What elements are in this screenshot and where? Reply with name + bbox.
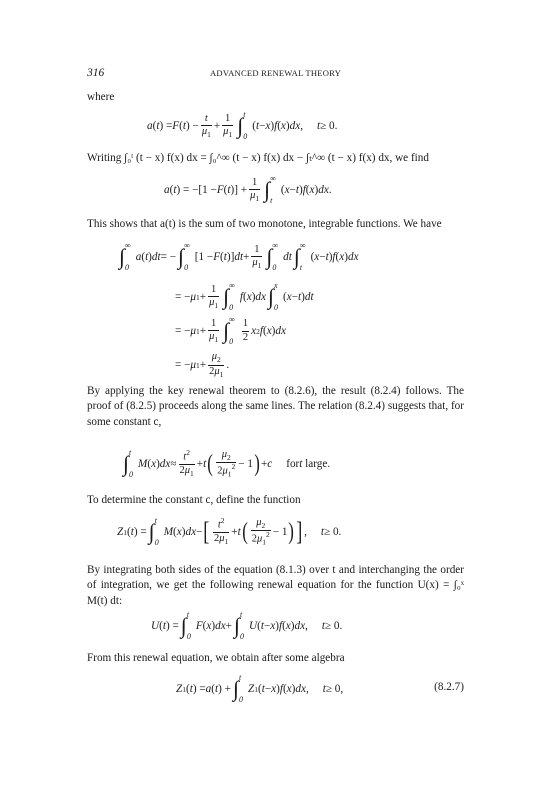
equation-renewal-Z1: Z 1 ( t ) = a ( t ) + ∫ t 0 Z 1 ( t − x ) f ( x ) dx , t ≥ 0, [176, 673, 344, 704]
text-applying [87, 384, 464, 430]
equation-renewal-U: U ( t ) = ∫ t 0 F ( x ) dx + ∫ t 0 U ( t − x ) f ( x ) dx , t ≥ 0. [151, 610, 343, 641]
text-integrating [87, 563, 464, 609]
text-determine: To determine the constant c, define the function [87, 494, 301, 506]
equation-asymptotic-integral-M: ∫ t 0 M ( x ) dx ≈ $\frac{t^2}{2\mu_1}$ + t ( $\frac{\mu_2}{2\mu_1^2}$ − 1 ) + c for t large. [123, 448, 331, 479]
paragraph-integrating: By integrating both sides of the equation (8.1.3) over t and interchanging the order of integration, we get the following renewal equation for the function U(x) = ∫₀ˣ M(t) dt: [87, 564, 464, 607]
equation-integral-a-line3: = − μ 1 + $\frac{1}{\mu_1}$ ∫ ∞ 0 $\frac{1}{2}$ x 2 f ( x ) dx [175, 315, 286, 346]
paragraph-applying: By applying the key renewal theorem to (8.2.6), the result (8.2.4) follows. The proof of (8.2.5) proceeds along the same lines. The relation (8.2.4) suggests that, for some constant c, [87, 385, 464, 428]
equation-integral-a-line1: ∫ ∞ 0 a ( t ) dt = − ∫ ∞ 0 [1 − F ( t )] dt + $\frac{1}{\mu_1}$ ∫ ∞ 0 dt ∫ ∞ t ( x − t ) f ( x ) dx [119, 241, 359, 272]
text-writing: Writing ∫₀ᵗ (t − x) f(x) dx = ∫₀^∞ (t − x) f(x) dx − ∫ₜ^∞ (t − x) f(x) dx, we find [87, 152, 429, 164]
text-shows: This shows that a(t) is the sum of two monotone, integrable functions. We have [87, 218, 442, 230]
equation-number: (8.2.7) [434, 681, 464, 693]
running-header [87, 67, 464, 83]
text-from-this: From this renewal equation, we obtain after some algebra [87, 652, 345, 664]
running-title: ADVANCED RENEWAL THEORY [210, 68, 341, 78]
page-number: 316 [87, 67, 105, 79]
equation-integral-a-line4: = − μ 1 + $\frac{\mu_2}{2\mu_1}$ . [175, 350, 230, 379]
text-where: where [87, 91, 115, 103]
equation-Z1-definition: Z 1 ( t ) = ∫ t 0 M ( x ) dx − [ $\frac{t^2}{2\mu_1}$ + t ( $\frac{\mu_2}{2\mu_1^2}$ − 1 ) ] , t ≥ 0. [117, 516, 342, 547]
equation-a-of-t-rewritten: a ( t ) = −[1 − F ( t )] + $\frac{1}{\mu_1}$ ∫ ∞ t ( x − t ) f ( x ) dx . [164, 174, 332, 205]
equation-integral-a-line2: = − μ 1 + $\frac{1}{\mu_1}$ ∫ ∞ 0 f ( x ) dx ∫ x 0 ( x − t ) dt [175, 281, 314, 312]
equation-a-of-t-definition: a ( t ) = F ( t ) − $\frac{t}{\mu_1}$ + $\frac{1}{\mu_1}$ ∫ t 0 ( t − x ) f ( x ) dx , t ≥ 0. [147, 110, 338, 141]
